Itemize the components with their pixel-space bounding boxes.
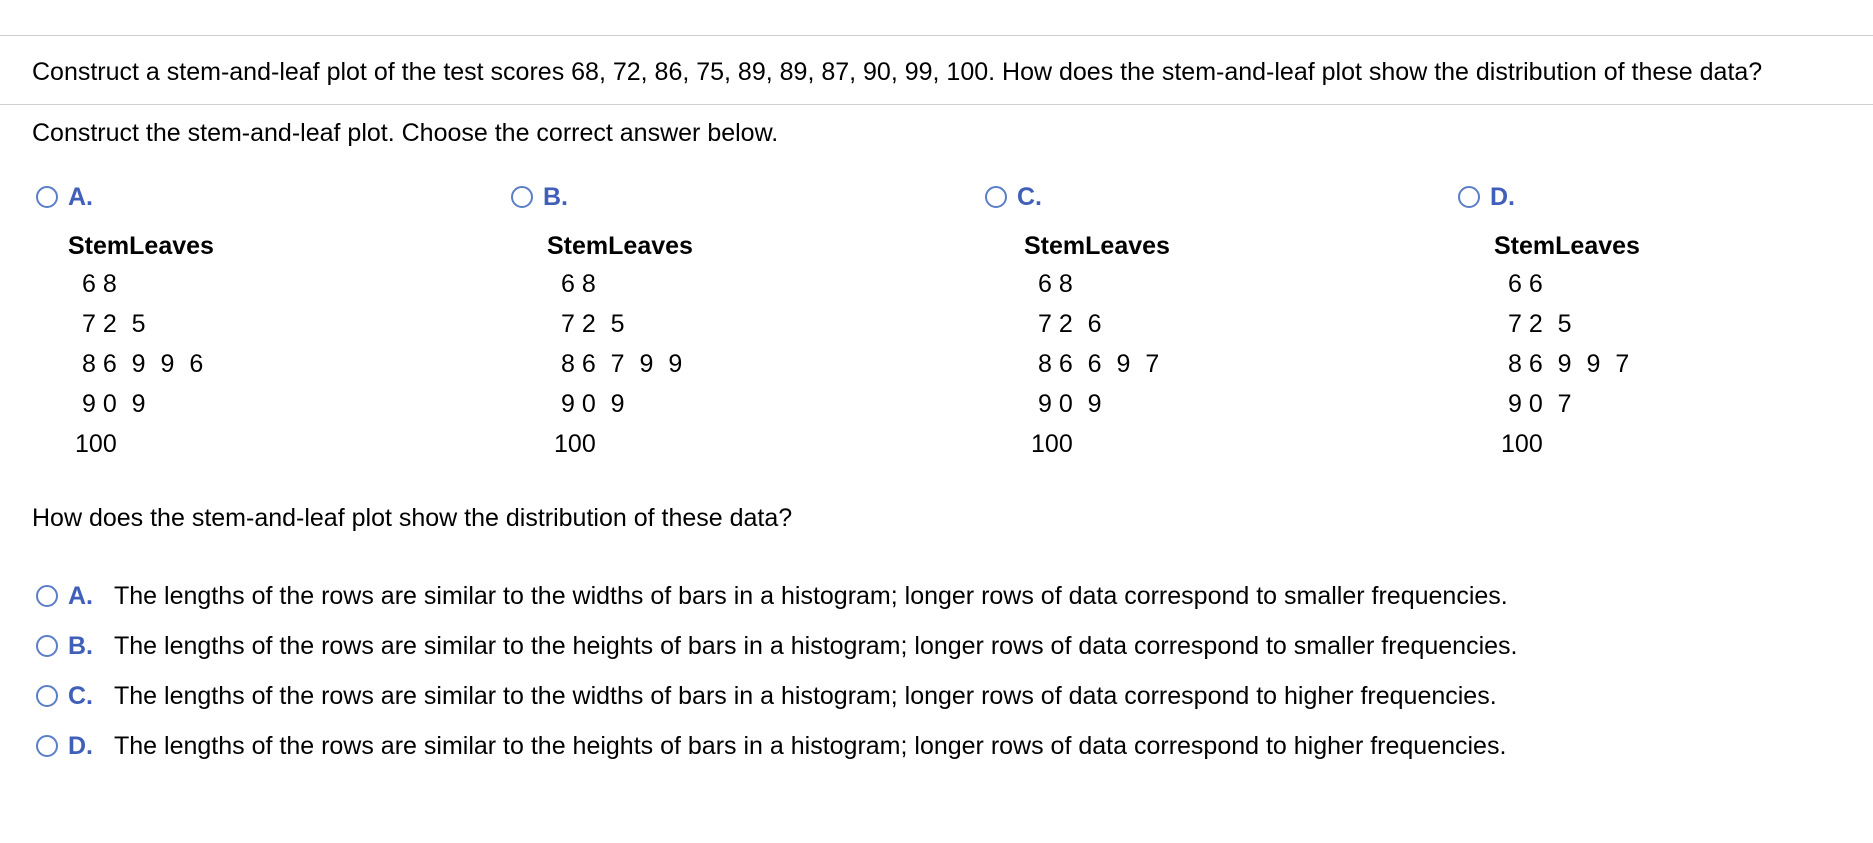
answer-text: The lengths of the rows are similar to the heights of bars in a histogram; longer rows of data correspond to smaller frequencies. [114, 631, 1518, 660]
leaves-header: Leaves [129, 231, 214, 260]
top-divider [0, 35, 1873, 36]
leaf-values: 6 7 9 9 [581, 349, 687, 378]
table-row [1501, 264, 1633, 304]
answer-option-c[interactable] [36, 679, 1497, 713]
leaf-values: 2 5 [1528, 309, 1576, 338]
table-row [1031, 264, 1163, 304]
plot-option-b-header[interactable] [511, 180, 568, 214]
table-row [1031, 344, 1163, 384]
table-header-row [1024, 228, 1170, 264]
stem-leaf-table [1024, 228, 1170, 264]
table-row [75, 264, 207, 304]
question-divider [0, 104, 1873, 105]
option-letter: D. [1490, 182, 1515, 211]
stem-leaf-rows [75, 264, 207, 464]
stem-value: 8 [560, 349, 575, 378]
table-row [1501, 384, 1633, 424]
stem-header: Stem [1494, 231, 1556, 260]
stem-value: 6 [1507, 269, 1522, 298]
stem-value: 8 [1037, 349, 1052, 378]
table-header-row [1494, 228, 1640, 264]
radio-button-icon[interactable] [985, 186, 1007, 208]
question-text: Construct a stem-and-leaf plot of the test scores 68, 72, 86, 75, 89, 89, 87, 90, 99, 100. How does the stem-and-leaf plot show the distribution of these data? [32, 58, 1763, 86]
option-letter: B. [543, 182, 568, 211]
radio-button-icon[interactable] [36, 186, 58, 208]
plot-option-d-header[interactable] [1458, 180, 1515, 214]
table-row [75, 344, 207, 384]
radio-button-icon[interactable] [36, 685, 58, 707]
stem-header: Stem [547, 231, 609, 260]
leaf-values: 2 5 [102, 309, 150, 338]
table-row [75, 304, 207, 344]
plot-option-c-header[interactable] [985, 180, 1042, 214]
stem-leaf-rows [554, 264, 686, 464]
leaves-header: Leaves [1085, 231, 1170, 260]
answer-option-a[interactable] [36, 579, 1508, 613]
leaf-values: 2 5 [581, 309, 629, 338]
stem-value: 7 [1507, 309, 1522, 338]
leaf-values: 2 6 [1058, 309, 1106, 338]
radio-button-icon[interactable] [36, 585, 58, 607]
leaf-values: 0 [1528, 429, 1547, 458]
option-letter: B. [68, 631, 93, 660]
option-letter: C. [1017, 182, 1042, 211]
leaf-values: 0 [102, 429, 121, 458]
table-row [1031, 304, 1163, 344]
stem-value: 8 [81, 349, 96, 378]
stem-value: 7 [81, 309, 96, 338]
table-row [1031, 424, 1163, 464]
answer-option-b[interactable] [36, 629, 1517, 663]
stem-leaf-table [1494, 228, 1640, 264]
leaf-values: 6 9 9 6 [102, 349, 208, 378]
stem-leaf-rows [1031, 264, 1163, 464]
table-row [554, 384, 686, 424]
radio-button-icon[interactable] [36, 735, 58, 757]
option-letter: C. [68, 681, 93, 710]
leaf-values: 0 [1058, 429, 1077, 458]
leaf-values: 6 6 9 7 [1058, 349, 1164, 378]
leaves-header: Leaves [1555, 231, 1640, 260]
radio-button-icon[interactable] [36, 635, 58, 657]
table-row [75, 424, 207, 464]
table-row [554, 304, 686, 344]
leaf-values: 6 [1528, 269, 1547, 298]
table-header-row [68, 228, 214, 264]
table-row [1501, 304, 1633, 344]
distribution-question-text: How does the stem-and-leaf plot show the distribution of these data? [32, 504, 793, 532]
option-letter: A. [68, 581, 93, 610]
leaf-values: 0 9 [581, 389, 629, 418]
stem-value: 10 [1501, 429, 1529, 458]
table-row [1501, 424, 1633, 464]
leaf-values: 8 [102, 269, 121, 298]
stem-leaf-table [547, 228, 693, 264]
table-row [1501, 344, 1633, 384]
stem-value: 9 [560, 389, 575, 418]
leaf-values: 8 [1058, 269, 1077, 298]
radio-button-icon[interactable] [511, 186, 533, 208]
stem-value: 9 [1507, 389, 1522, 418]
instruction-text: Construct the stem-and-leaf plot. Choose the correct answer below. [32, 119, 779, 147]
table-row [1031, 384, 1163, 424]
leaf-values: 8 [581, 269, 600, 298]
answer-text: The lengths of the rows are similar to the widths of bars in a histogram; longer rows of data correspond to smaller frequencies. [114, 581, 1508, 610]
table-row [554, 424, 686, 464]
stem-value: 9 [1037, 389, 1052, 418]
radio-button-icon[interactable] [1458, 186, 1480, 208]
leaf-values: 0 7 [1528, 389, 1576, 418]
answer-option-d[interactable] [36, 729, 1506, 763]
stem-value: 7 [560, 309, 575, 338]
leaf-values: 0 9 [102, 389, 150, 418]
option-letter: A. [68, 182, 93, 211]
stem-value: 6 [1037, 269, 1052, 298]
stem-value: 10 [554, 429, 582, 458]
stem-leaf-rows [1501, 264, 1633, 464]
stem-header: Stem [68, 231, 130, 260]
stem-header: Stem [1024, 231, 1086, 260]
stem-value: 10 [75, 429, 103, 458]
stem-value: 9 [81, 389, 96, 418]
leaf-values: 6 9 9 7 [1528, 349, 1634, 378]
answer-text: The lengths of the rows are similar to the widths of bars in a histogram; longer rows of data correspond to higher frequencies. [114, 681, 1497, 710]
table-row [554, 344, 686, 384]
stem-value: 6 [560, 269, 575, 298]
answer-text: The lengths of the rows are similar to the heights of bars in a histogram; longer rows of data correspond to higher frequencies. [114, 731, 1507, 760]
stem-leaf-table [68, 228, 214, 264]
table-header-row [547, 228, 693, 264]
leaf-values: 0 [581, 429, 600, 458]
table-row [554, 264, 686, 304]
leaves-header: Leaves [608, 231, 693, 260]
leaf-values: 0 9 [1058, 389, 1106, 418]
stem-value: 6 [81, 269, 96, 298]
option-letter: D. [68, 731, 93, 760]
stem-value: 10 [1031, 429, 1059, 458]
plot-option-a-header[interactable] [36, 180, 93, 214]
table-row [75, 384, 207, 424]
stem-value: 7 [1037, 309, 1052, 338]
stem-value: 8 [1507, 349, 1522, 378]
